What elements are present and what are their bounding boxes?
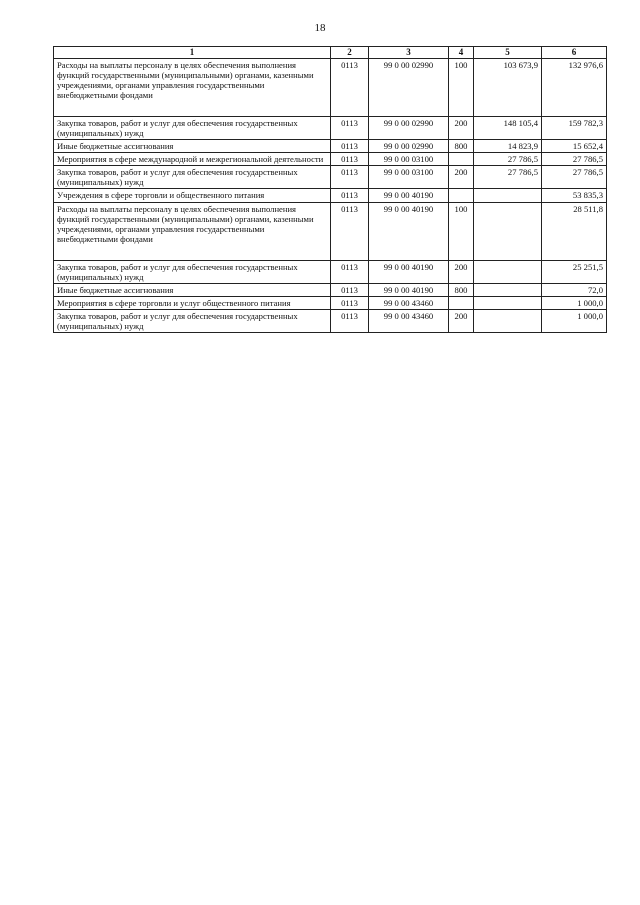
cell-value-6: 72,0 bbox=[542, 283, 607, 296]
page-number: 18 bbox=[314, 22, 326, 34]
cell-type bbox=[449, 297, 474, 310]
cell-section: 0113 bbox=[331, 166, 369, 189]
table-row bbox=[54, 189, 607, 202]
cell-section: 0113 bbox=[331, 297, 369, 310]
cell-section: 0113 bbox=[331, 310, 369, 333]
cell-value-6: 25 251,5 bbox=[542, 260, 607, 283]
cell-name: Расходы на выплаты персоналу в целях обеспечения выполнения функций государственными (муниципальными) органами, казенными учреждениями, органами управления государственными внебюджетными фондами bbox=[54, 58, 331, 116]
table-row bbox=[54, 58, 607, 116]
cell-target: 99 0 00 40190 bbox=[369, 283, 449, 296]
cell-name: Иные бюджетные ассигнования bbox=[54, 283, 331, 296]
cell-name: Закупка товаров, работ и услуг для обеспечения государственных (муниципальных) нужд bbox=[54, 116, 331, 139]
cell-type: 200 bbox=[449, 310, 474, 333]
cell-type: 100 bbox=[449, 58, 474, 116]
cell-name: Иные бюджетные ассигнования bbox=[54, 139, 331, 152]
table-row bbox=[54, 202, 607, 260]
cell-target: 99 0 00 40190 bbox=[369, 189, 449, 202]
cell-section: 0113 bbox=[331, 202, 369, 260]
cell-value-5 bbox=[474, 283, 542, 296]
cell-name: Мероприятия в сфере торговли и услуг общественного питания bbox=[54, 297, 331, 310]
cell-name: Закупка товаров, работ и услуг для обеспечения государственных (муниципальных) нужд bbox=[54, 260, 331, 283]
cell-type: 100 bbox=[449, 202, 474, 260]
cell-target: 99 0 00 43460 bbox=[369, 310, 449, 333]
cell-value-5 bbox=[474, 189, 542, 202]
cell-value-6: 27 786,5 bbox=[542, 166, 607, 189]
column-header: 5 bbox=[474, 47, 542, 59]
table-row bbox=[54, 283, 607, 296]
table-header-row bbox=[54, 47, 607, 59]
budget-table bbox=[53, 46, 607, 333]
cell-value-5: 148 105,4 bbox=[474, 116, 542, 139]
cell-value-6: 132 976,6 bbox=[542, 58, 607, 116]
cell-type bbox=[449, 189, 474, 202]
cell-target: 99 0 00 40190 bbox=[369, 260, 449, 283]
cell-target: 99 0 00 43460 bbox=[369, 297, 449, 310]
cell-name: Учреждения в сфере торговли и общественного питания bbox=[54, 189, 331, 202]
table-row bbox=[54, 310, 607, 333]
table-row bbox=[54, 166, 607, 189]
column-header: 3 bbox=[369, 47, 449, 59]
cell-type: 200 bbox=[449, 260, 474, 283]
cell-name: Расходы на выплаты персоналу в целях обеспечения выполнения функций государственными (муниципальными) органами, казенными учреждениями, органами управления государственными внебюджетными фондами bbox=[54, 202, 331, 260]
cell-value-5: 14 823,9 bbox=[474, 139, 542, 152]
table-row bbox=[54, 139, 607, 152]
table-row bbox=[54, 297, 607, 310]
cell-value-5 bbox=[474, 202, 542, 260]
column-header: 6 bbox=[542, 47, 607, 59]
cell-type: 800 bbox=[449, 139, 474, 152]
cell-section: 0113 bbox=[331, 153, 369, 166]
cell-type: 200 bbox=[449, 116, 474, 139]
cell-value-6: 27 786,5 bbox=[542, 153, 607, 166]
cell-value-5 bbox=[474, 297, 542, 310]
cell-value-6: 159 782,3 bbox=[542, 116, 607, 139]
cell-value-6: 1 000,0 bbox=[542, 297, 607, 310]
table-row bbox=[54, 260, 607, 283]
table-row bbox=[54, 116, 607, 139]
cell-target: 99 0 00 02990 bbox=[369, 58, 449, 116]
cell-target: 99 0 00 03100 bbox=[369, 166, 449, 189]
cell-value-5 bbox=[474, 260, 542, 283]
column-header: 2 bbox=[331, 47, 369, 59]
cell-target: 99 0 00 03100 bbox=[369, 153, 449, 166]
cell-type: 200 bbox=[449, 166, 474, 189]
cell-section: 0113 bbox=[331, 58, 369, 116]
column-header: 4 bbox=[449, 47, 474, 59]
cell-section: 0113 bbox=[331, 116, 369, 139]
cell-value-5: 27 786,5 bbox=[474, 166, 542, 189]
cell-name: Мероприятия в сфере международной и межрегиональной деятельности bbox=[54, 153, 331, 166]
cell-value-5 bbox=[474, 310, 542, 333]
cell-type: 800 bbox=[449, 283, 474, 296]
cell-value-6: 1 000,0 bbox=[542, 310, 607, 333]
cell-section: 0113 bbox=[331, 260, 369, 283]
cell-value-5: 103 673,9 bbox=[474, 58, 542, 116]
cell-section: 0113 bbox=[331, 139, 369, 152]
cell-name: Закупка товаров, работ и услуг для обеспечения государственных (муниципальных) нужд bbox=[54, 310, 331, 333]
cell-target: 99 0 00 02990 bbox=[369, 139, 449, 152]
table-row bbox=[54, 153, 607, 166]
cell-section: 0113 bbox=[331, 283, 369, 296]
cell-value-6: 15 652,4 bbox=[542, 139, 607, 152]
cell-value-6: 28 511,8 bbox=[542, 202, 607, 260]
cell-name: Закупка товаров, работ и услуг для обеспечения государственных (муниципальных) нужд bbox=[54, 166, 331, 189]
cell-value-6: 53 835,3 bbox=[542, 189, 607, 202]
cell-section: 0113 bbox=[331, 189, 369, 202]
cell-type bbox=[449, 153, 474, 166]
cell-target: 99 0 00 40190 bbox=[369, 202, 449, 260]
cell-value-5: 27 786,5 bbox=[474, 153, 542, 166]
column-header: 1 bbox=[54, 47, 331, 59]
cell-target: 99 0 00 02990 bbox=[369, 116, 449, 139]
